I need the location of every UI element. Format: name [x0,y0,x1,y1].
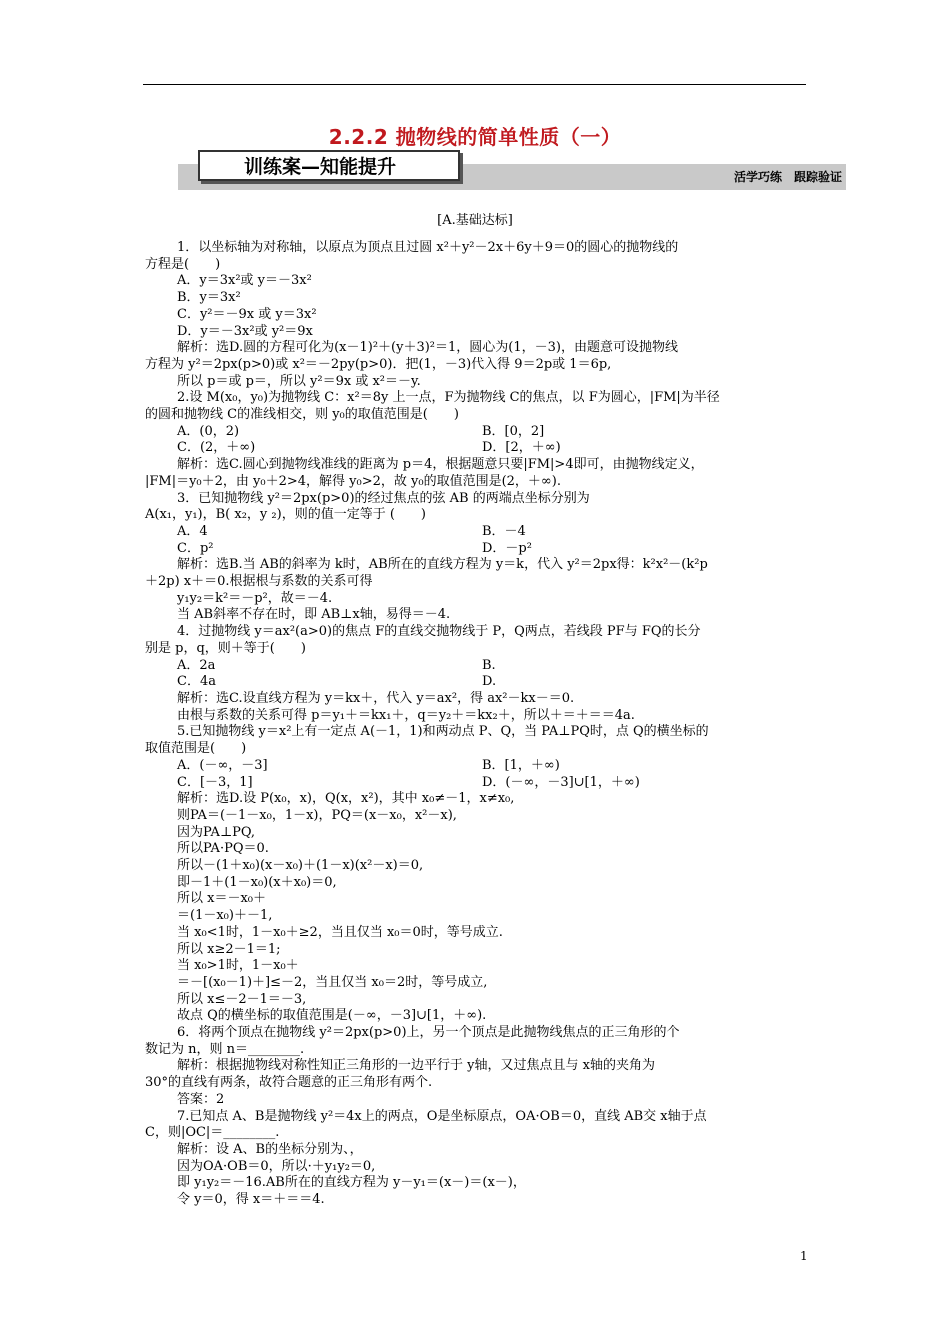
text-line: 解析：选D.设 P(x₀，x)，Q(x，x²)，其中 x₀≠－1，x≠x₀, [177,791,515,807]
text-line: 2.设 M(x₀，y₀)为抛物线 C：x²＝8y 上一点，F为抛物线 C的焦点，以 F为圆心，|FM|为半径 [177,390,720,406]
header-rule [143,84,806,85]
text-line: 解析：选B.当 AB的斜率为 k时，AB所在的直线方程为 y＝k，代入 y²＝2px得：k²x²－(k²p [177,557,708,573]
option-left: C．4a [177,674,216,690]
text-line: 所以 x≤－2－1＝－3, [177,991,307,1007]
text-line: y₁y₂＝k²＝－p²，故＝－4. [177,590,333,606]
banner-label: 训练案—知能提升 [198,150,460,181]
text-line: 由根与系数的关系可得 p＝y₁＋＝kx₁＋，q＝y₂＋＝kx₂＋，所以＋＝＋＝＝4a. [177,707,635,723]
text-line: 数记为 n，则 n＝________. [145,1041,305,1057]
text-line: 令 y＝0，得 x＝＋＝＝4. [177,1192,325,1208]
page-number: 1 [800,1249,808,1263]
text-line: ＋2p) x＋＝0.根据根与系数的关系可得 [145,574,373,590]
text-line: 3．已知抛物线 y²＝2px(p>0)的经过焦点的弦 AB 的两端点坐标分别为 [177,490,590,506]
text-line: A(x₁，y₁)，B( x₂，y ₂)，则的值一定等于 ( ) [145,507,426,523]
page-title: 2.2.2 抛物线的简单性质（一） [328,125,622,149]
exercise-content [145,240,807,1209]
text-line: 解析：选C.圆心到抛物线准线的距离为 p＝4，根据题意只要|FM|>4即可，由抛物线定义， [177,457,704,473]
text-line: 所以 p＝或 p＝，所以 y²＝9x 或 x²＝－y. [177,373,421,389]
text-line: 解析：选C.设直线方程为 y＝kx＋，代入 y＝ax²，得 ax²－kx－＝0. [177,690,575,706]
option-row [145,658,807,675]
text-line: 6．将两个顶点在抛物线 y²＝2px(p>0)上，另一个顶点是此抛物线焦点的正三角形的个 [177,1025,680,1041]
text-line: 解析：设 A、B的坐标分别为、， [177,1141,363,1157]
text-line: 即－1＋(1－x₀)(x＋x₀)＝0, [177,874,337,890]
text-line: D．y＝－3x²或 y²＝9x [177,323,313,339]
text-line: 取值范围是( ) [145,741,247,757]
text-line: 当 AB斜率不存在时，即 AB⊥x轴，易得＝－4. [177,607,451,623]
text-line: 方程是( ) [145,256,221,272]
option-left: A．4 [177,523,208,539]
option-right: D. [482,674,497,690]
text-line: C，则|OC|＝________. [145,1125,280,1141]
text-line: |FM|＝y₀＋2，由 y₀＋2>4，解得 y₀>2，故 y₀的取值范围是(2，＋∞). [145,473,561,489]
banner-subtitle: 活学巧练 跟踪验证 [733,170,842,184]
text-line: 因为PA⊥PQ, [177,824,256,840]
text-line: 方程为 y²＝2px(p>0)或 x²＝－2py(p>0)．把(1，－3)代入得 9＝2p或 1＝6p, [145,356,612,372]
option-row [145,758,807,775]
text-line: 1．以坐标轴为对称轴，以原点为顶点且过圆 x²＋y²－2x＋6y＋9＝0的圆心的抛物线的 [177,240,679,255]
option-row [145,524,807,541]
text-line: 解析：选D.圆的方程可化为(x－1)²＋(y＋3)²＝1，圆心为(1，－3)，由题意可设抛物线 [177,340,678,356]
option-left: C．[－3，1] [177,774,253,790]
text-line: C．y²＝－9x 或 y＝3x² [177,306,317,322]
option-right: D．(－∞，－3]∪[1，＋∞) [482,774,640,790]
text-line: 即 y₁y₂＝－16.AB所在的直线方程为 y－y₁＝(x－)＝(x－)， [177,1175,526,1191]
option-row [145,541,807,558]
text-line: 答案：2 [177,1091,225,1107]
text-line: 所以 x≥2－1＝1; [177,941,281,957]
option-right: B. [482,657,496,673]
section-heading: [A.基础达标] [437,213,513,228]
text-line: 故点 Q的横坐标的取值范围是(－∞，－3]∪[1，＋∞). [177,1008,487,1024]
text-line: 因为OA·OB＝0，所以·＋y₁y₂＝0, [177,1158,376,1174]
text-line: 当 x₀<1时，1－x₀＋≥2，当且仅当 x₀＝0时，等号成立. [177,924,503,940]
text-line: 解析：根据抛物线对称性知正三角形的一边平行于 y轴，又过焦点且与 x轴的夹角为 [177,1058,655,1074]
text-line: ＝－[(x₀－1)＋]≤－2，当且仅当 x₀＝2时，等号成立, [177,974,488,990]
option-right: D．－p² [482,540,532,556]
option-row [145,440,807,457]
text-line: ＝(1－x₀)＋－1, [177,908,273,924]
text-line: 4．过抛物线 y＝ax²(a>0)的焦点 F的直线交抛物线于 P，Q两点，若线段 PF与 FQ的长分 [177,624,701,640]
text-line: 别是 p，q，则＋等于( ) [145,640,306,656]
text-line: 所以 x＝－x₀＋ [177,891,267,907]
text-line: 则PA＝(－1－x₀，1－x)，PQ＝(x－x₀，x²－x), [177,807,457,823]
option-right: D．[2，＋∞) [482,440,561,456]
text-line: 所以PA·PQ＝0. [177,841,269,857]
text-line: 5.已知抛物线 y＝x²上有一定点 A(－1，1)和两动点 P、Q，当 PA⊥PQ时，点 Q的横坐标的 [177,724,709,740]
option-right: B．－4 [482,523,526,539]
option-row [145,775,807,792]
option-left: C．(2，＋∞) [177,440,256,456]
text-line: 当 x₀>1时，1－x₀＋ [177,958,299,974]
option-left: A．(－∞，－3] [177,757,268,773]
option-left: A．2a [177,657,216,673]
text-line: B．y＝3x² [177,290,241,306]
text-line: 7.已知点 A、B是抛物线 y²＝4x上的两点，O是坐标原点，OA·OB＝0，直线 AB交 x轴于点 [177,1108,707,1124]
text-line: A．y＝3x²或 y＝－3x² [177,273,312,289]
option-row [145,674,807,691]
option-right: B．[0，2] [482,423,545,439]
option-row [145,424,807,441]
text-line: 的圆和抛物线 C的准线相交，则 y₀的取值范围是( ) [145,407,459,423]
option-left: C．p² [177,540,214,556]
text-line: 所以－(1＋x₀)(x－x₀)＋(1－x)(x²－x)＝0, [177,858,424,874]
text-line: 30°的直线有两条，故符合题意的正三角形有两个. [145,1075,433,1091]
option-right: B．[1，＋∞) [482,757,560,773]
option-left: A．(0，2) [177,423,240,439]
